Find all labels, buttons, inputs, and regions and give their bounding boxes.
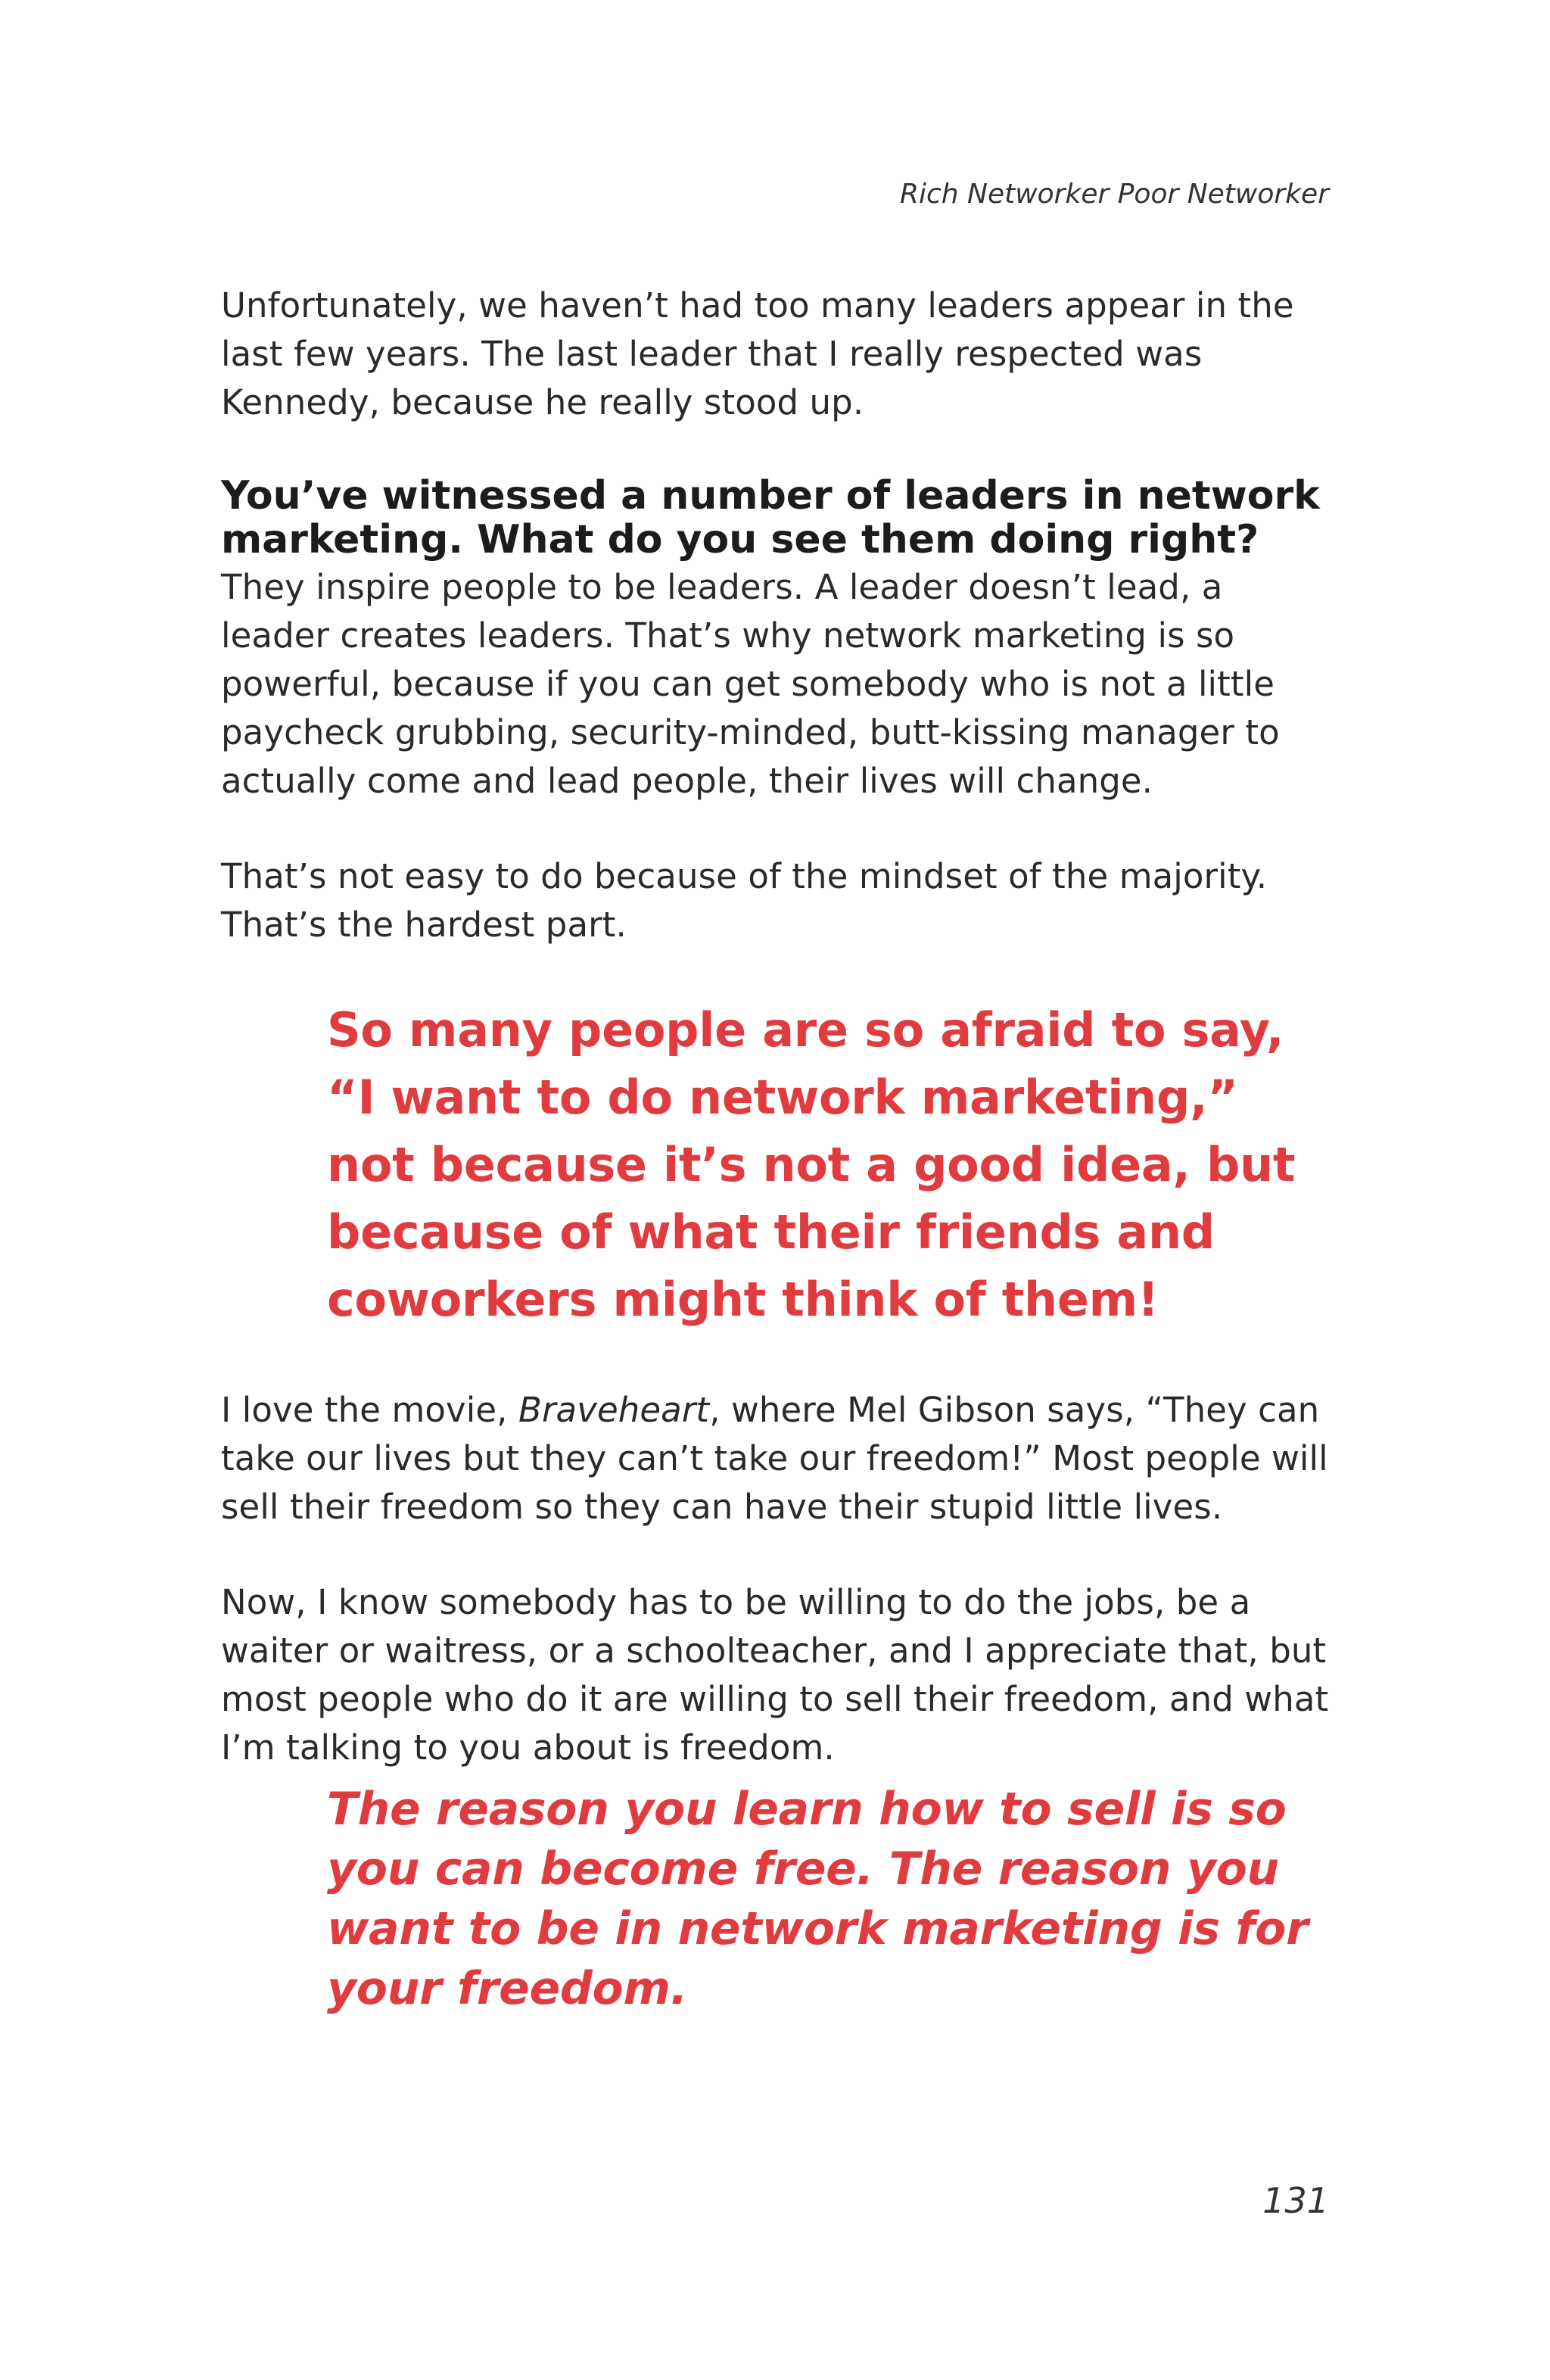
braveheart-text-before: I love the movie, [221, 1390, 518, 1430]
paragraph-braveheart [221, 1386, 1334, 1531]
braveheart-movie-title: Braveheart [518, 1390, 710, 1430]
interview-question: You’ve witnessed a number of leaders in network marketing. What do you see them doing right? [221, 473, 1320, 562]
pullquote-freedom: The reason you learn how to sell is so you can become free. The reason you want to be in network marketing is for your freedom. [327, 1783, 1309, 2015]
paragraph-freedom: Now, I know somebody has to be willing to do the jobs, be a waiter or waitress, or a schoolteacher, and I appreciate that, but most people who do it are willing to sell their freedom, and what I’m talking to you about is freedom. [221, 1582, 1329, 1768]
braveheart-text-after: , where Mel Gibson says, “They can take our lives but they can’t take our freedom!” Most people will sell their freedom so they can have their stupid little lives. [221, 1390, 1328, 1527]
paragraph-inspire-leaders: They inspire people to be leaders. A leader doesn’t lead, a leader creates leaders. That’s why network marketing is so powerful, because if you can get somebody who is not a little paycheck grubbing, security-minded, butt-kissing manager to actually come and lead people, their lives will change. [221, 567, 1280, 801]
pullquote-afraid: So many people are so afraid to say, “I want to do network marketing,” not because it’s not a good idea, but because of what their friends and coworkers might think of them! [327, 1002, 1296, 1327]
page-body [221, 282, 1334, 2072]
page-number: 131 [1262, 2180, 1329, 2221]
paragraph-mindset: That’s not easy to do because of the mindset of the majority. That’s the hardest part. [221, 856, 1268, 945]
running-header-title: Rich Networker Poor Networker [899, 179, 1329, 210]
paragraph-leaders-kennedy: Unfortunately, we haven’t had too many leaders appear in the last few years. The last leader that I really respected was Kennedy, because he really stood up. [221, 285, 1294, 422]
